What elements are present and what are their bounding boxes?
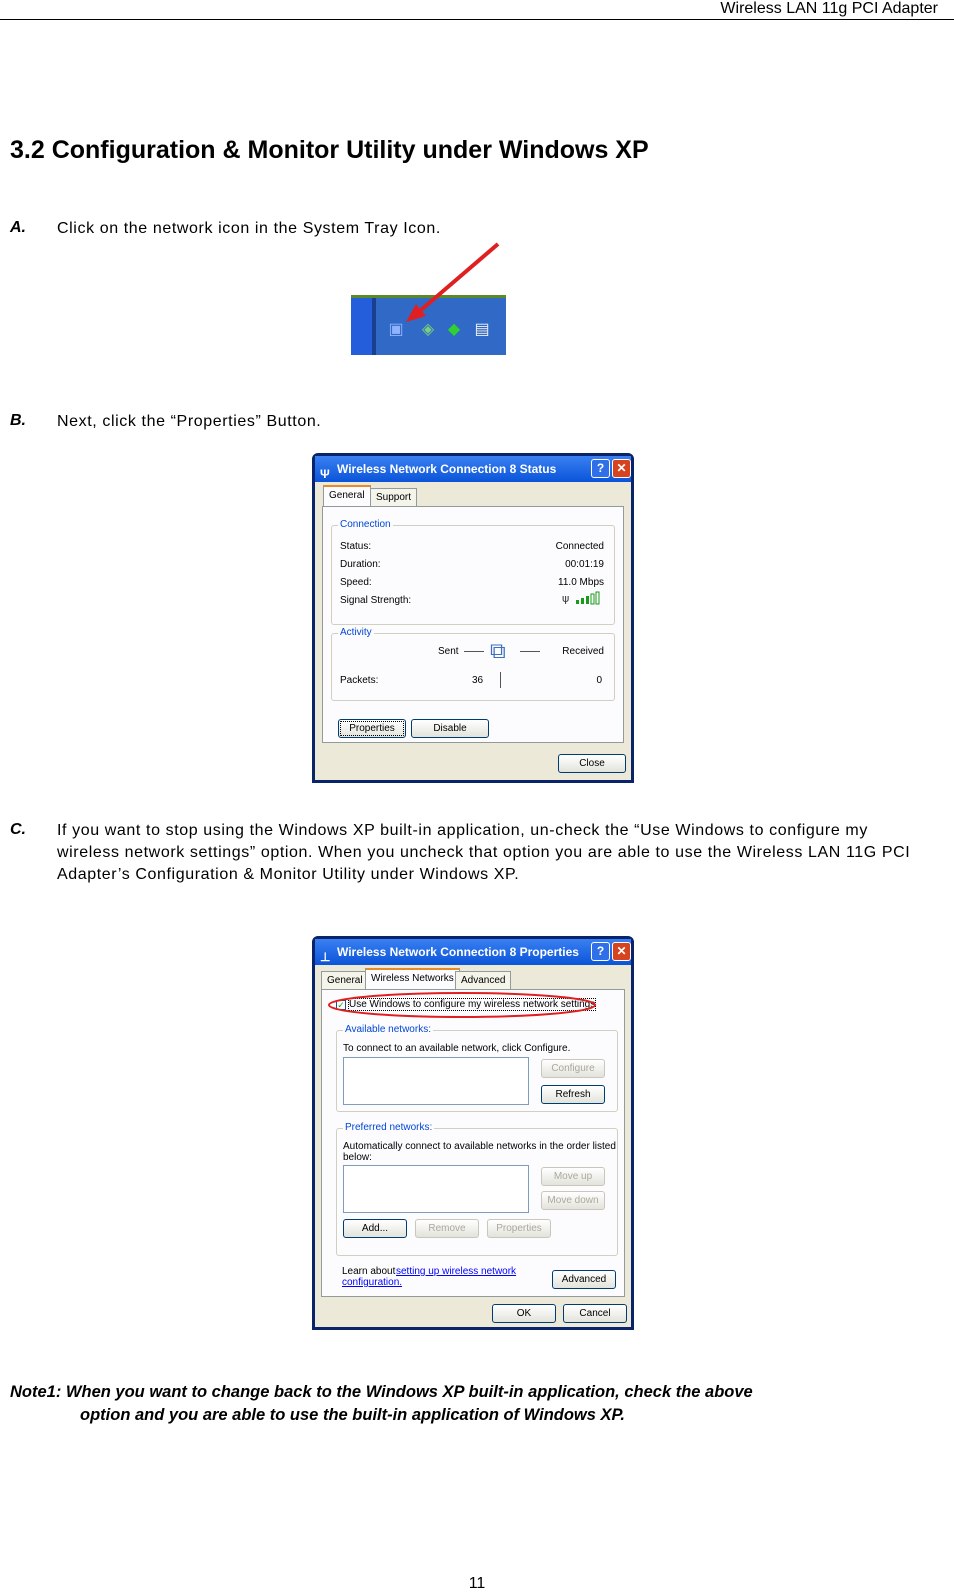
tray-divider [372, 298, 376, 355]
antenna-icon: Ψ [320, 467, 330, 481]
packets-sent: 36 [472, 675, 484, 686]
close-window-button[interactable]: ✕ [612, 942, 631, 961]
configure-button[interactable]: Configure [541, 1059, 605, 1078]
tab-general[interactable]: General [321, 971, 369, 989]
activity-group [331, 627, 615, 701]
note-line-2: option and you are able to use the built-in application of Windows XP. [80, 1406, 625, 1424]
add-button[interactable]: Add... [343, 1219, 407, 1238]
tab-support[interactable]: Support [370, 488, 417, 506]
wireless-icon[interactable]: ◈ [421, 321, 435, 338]
properties-dialog-titlebar [315, 939, 631, 965]
speed-label: Speed: [340, 577, 372, 588]
section-title: 3.2 Configuration & Monitor Utility under Windows XP [10, 136, 649, 164]
remove-button[interactable]: Remove [415, 1219, 479, 1238]
wireless-networks-panel [321, 989, 625, 1297]
step-b-text: Next, click the “Properties” Button. [57, 413, 322, 430]
learn-about-text: Learn about [342, 1266, 396, 1277]
signal-label: Signal Strength: [340, 595, 412, 606]
status-dialog-title: Wireless Network Connection 8 Status [337, 462, 557, 476]
svg-text:ψ: ψ [562, 592, 570, 605]
sent-label: Sent [438, 646, 459, 657]
network-icon[interactable]: ▣ [388, 321, 404, 338]
header-title: Wireless LAN 11g PCI Adapter [720, 0, 938, 17]
header-rule [0, 19, 954, 20]
packets-label: Packets: [340, 675, 379, 686]
learn-link-continued[interactable]: configuration. [342, 1277, 403, 1288]
properties-button[interactable]: Properties [338, 719, 406, 738]
connection-group [331, 519, 615, 625]
note-line-1: Note1: When you want to change back to the Windows XP built-in application, check the above [10, 1383, 753, 1401]
close-window-button[interactable]: ✕ [612, 459, 631, 478]
general-panel [322, 506, 624, 743]
red-arrow [400, 238, 510, 328]
help-button[interactable]: ? [591, 459, 610, 478]
page-number: 11 [468, 1575, 486, 1592]
available-networks-label: Available networks: [345, 1024, 431, 1035]
duration-value: 00:01:19 [565, 559, 604, 570]
tab-wireless-networks[interactable]: Wireless Networks [365, 968, 460, 990]
status-label: Status: [340, 541, 372, 552]
ok-button[interactable]: OK [492, 1304, 556, 1323]
preferred-networks-desc-1: Automatically connect to available networks in the order listed [343, 1141, 616, 1152]
close-button[interactable]: Close [558, 754, 626, 773]
network-title-icon: ⊥ [320, 950, 331, 964]
step-a-letter: A. [10, 219, 26, 236]
received-label: Received [562, 646, 604, 657]
packets-divider [500, 672, 501, 688]
use-windows-label[interactable]: Use Windows to configure my wireless network settings [349, 999, 596, 1010]
preferred-networks-desc-2: below: [343, 1152, 372, 1163]
signal-strength-icon [562, 590, 604, 606]
available-networks-list[interactable] [343, 1057, 529, 1105]
advanced-button[interactable]: Advanced [552, 1270, 616, 1289]
note [10, 1381, 950, 1427]
tab-advanced[interactable]: Advanced [455, 971, 511, 989]
preferred-networks-label: Preferred networks: [345, 1122, 433, 1133]
utility-icon[interactable]: ◆ [447, 321, 461, 338]
step-b-letter: B. [10, 412, 26, 429]
status-dialog [312, 453, 634, 783]
refresh-button[interactable]: Refresh [541, 1085, 605, 1104]
received-line [520, 651, 540, 652]
status-dialog-titlebar [315, 456, 631, 482]
preferred-networks-list[interactable] [343, 1165, 529, 1213]
tab-general[interactable]: General [323, 485, 371, 507]
properties-dialog-title: Wireless Network Connection 8 Properties [337, 945, 579, 959]
sent-line [464, 651, 484, 652]
red-highlight-ellipse [326, 990, 598, 1020]
computers-icon: ⧉ [490, 638, 506, 663]
packets-received: 0 [596, 675, 602, 686]
connection-label: Connection [340, 519, 391, 530]
activity-label: Activity [340, 627, 372, 638]
speed-value: 11.0 Mbps [558, 577, 604, 588]
properties-sub-button[interactable]: Properties [487, 1219, 551, 1238]
duration-label: Duration: [340, 559, 381, 570]
step-c-letter: C. [10, 821, 26, 838]
step-a-text: Click on the network icon in the System Tray Icon. [57, 220, 441, 237]
move-down-button[interactable]: Move down [541, 1191, 605, 1210]
move-up-button[interactable]: Move up [541, 1167, 605, 1186]
preferred-networks-group [336, 1122, 618, 1256]
learn-link[interactable]: setting up wireless network [396, 1266, 517, 1277]
status-value: Connected [555, 541, 604, 552]
properties-dialog [312, 936, 634, 1330]
printer-icon[interactable]: ▤ [474, 321, 490, 338]
use-windows-checkbox[interactable]: ✓ [337, 1000, 345, 1010]
taskbar-edge [351, 298, 372, 355]
available-networks-desc: To connect to an available network, click Configure. [343, 1043, 571, 1054]
available-networks-group [336, 1024, 618, 1112]
cancel-button[interactable]: Cancel [563, 1304, 627, 1323]
help-button[interactable]: ? [591, 942, 610, 961]
disable-button[interactable]: Disable [411, 719, 489, 738]
step-c-text: If you want to stop using the Windows XP built-in application, un-check the “Use Windows to configure my wireless network settings” option. When you uncheck that option you are able to use the Wireless LAN 11G PCI Adapter’s Configuration & Monitor Utility under Windows XP. [57, 822, 911, 883]
